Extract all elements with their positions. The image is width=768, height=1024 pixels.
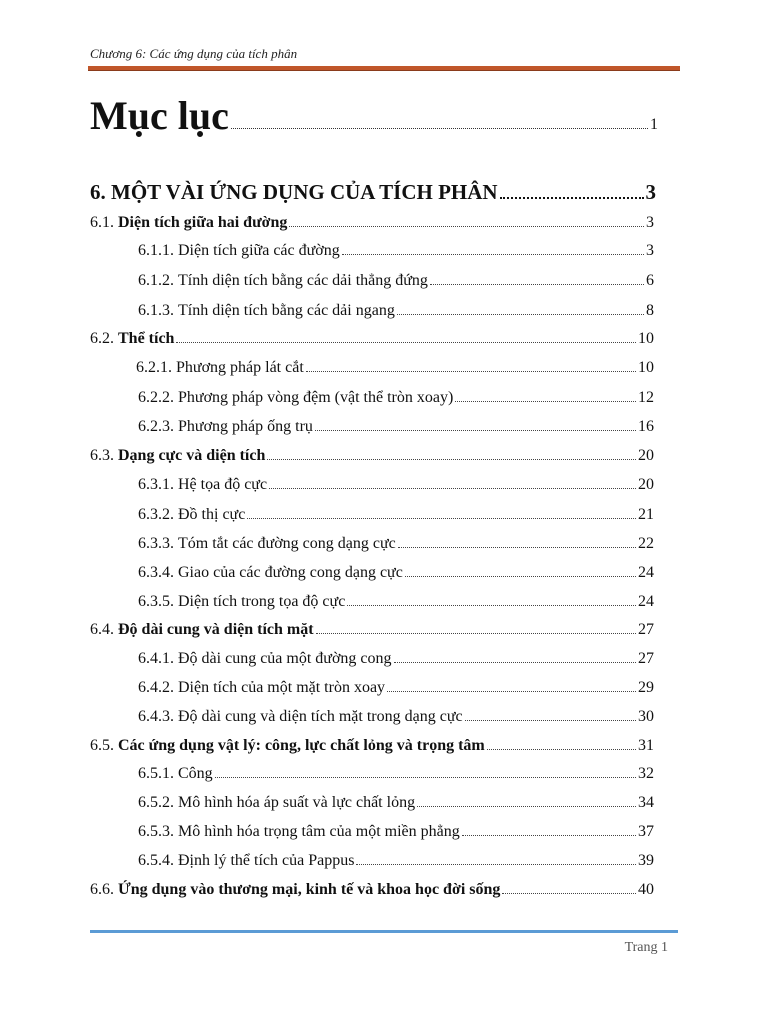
dot-leader bbox=[289, 226, 644, 227]
dot-leader bbox=[487, 749, 636, 750]
dot-leader bbox=[462, 835, 636, 836]
toc-subsection-entry[interactable] bbox=[138, 679, 654, 697]
toc-entry-label: Phương pháp vòng đệm (vật thể tròn xoay) bbox=[178, 389, 454, 406]
toc-entry-page: 3 bbox=[645, 180, 656, 204]
toc-entry-number: 6.5.4. bbox=[138, 852, 174, 869]
toc-entry-number: 6.2.3. bbox=[138, 418, 174, 435]
toc-subsection-entry[interactable] bbox=[138, 852, 654, 870]
toc-entry-number: 6.1.3. bbox=[138, 302, 174, 319]
toc-entry-number: 6.2. bbox=[90, 330, 114, 347]
page-number: Trang 1 bbox=[624, 940, 668, 955]
toc-entry-number: 6.3.5. bbox=[138, 593, 174, 610]
toc-entry-label: Diện tích giữa hai đường bbox=[118, 214, 288, 231]
dot-leader bbox=[342, 254, 644, 255]
toc-entry-number: 6.5.2. bbox=[138, 794, 174, 811]
toc-entry-page: 22 bbox=[638, 535, 654, 552]
toc-entry-number: 6.3.3. bbox=[138, 535, 174, 552]
toc-entry-number: 6.2.1. bbox=[136, 359, 172, 376]
toc-entry-page: 24 bbox=[638, 564, 654, 581]
toc-section-entry[interactable] bbox=[90, 214, 654, 232]
toc-entry-number: 6.4.1. bbox=[138, 650, 174, 667]
toc-entry-number: 6.3. bbox=[90, 447, 114, 464]
toc-entry-label: Định lý thể tích của Pappus bbox=[178, 852, 355, 869]
toc-entry-number: 6.6. bbox=[90, 881, 114, 898]
dot-leader bbox=[316, 633, 636, 634]
dot-leader bbox=[405, 576, 636, 577]
toc-subsection-entry[interactable] bbox=[138, 765, 654, 783]
toc-entry-number: 6.4.2. bbox=[138, 679, 174, 696]
toc-section-entry[interactable] bbox=[90, 737, 654, 755]
toc-subsection-entry[interactable] bbox=[138, 650, 654, 668]
toc-entry-page: 24 bbox=[638, 593, 654, 610]
toc-chapter-entry[interactable] bbox=[90, 180, 656, 205]
dot-leader bbox=[315, 430, 636, 431]
toc-entry-label: Diện tích của một mặt tròn xoay bbox=[178, 679, 386, 696]
toc-entry-number: 6.5.3. bbox=[138, 823, 174, 840]
dot-leader bbox=[176, 342, 636, 343]
toc-entry-number: 6.5. bbox=[90, 737, 114, 754]
toc-entry-label: Công bbox=[178, 765, 213, 782]
page-header-title: Chương 6: Các ứng dụng của tích phân bbox=[90, 46, 298, 61]
toc-entry-number: 6.4.3. bbox=[138, 708, 174, 725]
toc-heading-label: Mục lục bbox=[90, 93, 229, 138]
toc-entry-label: Diện tích giữa các đường bbox=[178, 242, 340, 259]
toc-entry-label: Dạng cực và diện tích bbox=[118, 447, 266, 464]
toc-section-entry[interactable] bbox=[90, 447, 654, 465]
toc-section-entry[interactable] bbox=[90, 881, 654, 899]
toc-entry-page: 31 bbox=[638, 737, 654, 754]
toc-subsection-entry[interactable] bbox=[138, 708, 654, 726]
toc-entry-page: 30 bbox=[638, 708, 654, 725]
toc-entry-page: 12 bbox=[638, 389, 654, 406]
toc-entry-label: Tóm tắt các đường cong dạng cực bbox=[178, 535, 396, 552]
toc-entry-label: Tính diện tích bằng các dải ngang bbox=[178, 302, 395, 319]
toc-entry-number: 6.3.1. bbox=[138, 476, 174, 493]
dot-leader bbox=[247, 518, 636, 519]
toc-heading-page: 1 bbox=[650, 116, 658, 133]
dot-leader bbox=[347, 605, 636, 606]
toc-entry-page: 3 bbox=[646, 214, 654, 231]
toc-subsection-entry[interactable] bbox=[138, 535, 654, 553]
toc-entry-label: Diện tích trong tọa độ cực bbox=[178, 593, 346, 610]
toc-subsection-entry[interactable] bbox=[138, 302, 654, 320]
toc-subsection-entry[interactable] bbox=[138, 418, 654, 436]
dot-leader bbox=[430, 284, 644, 285]
toc-entry-page: 16 bbox=[638, 418, 654, 435]
toc-entry-number: 6.3.2. bbox=[138, 506, 174, 523]
dot-leader bbox=[356, 864, 636, 865]
toc-entry-page: 10 bbox=[638, 359, 654, 376]
toc-entry-page: 3 bbox=[646, 242, 654, 259]
dot-leader bbox=[500, 197, 644, 199]
toc-entry-label: Độ dài cung và diện tích mặt bbox=[118, 621, 314, 638]
footer-rule bbox=[90, 930, 678, 933]
toc-entry-label: Độ dài cung và diện tích mặt trong dạng cực bbox=[178, 708, 463, 725]
toc-entry-number: 6.2.2. bbox=[138, 389, 174, 406]
toc-entry-label: Phương pháp lát cắt bbox=[176, 359, 304, 376]
toc-entry-label: Thể tích bbox=[118, 330, 175, 347]
dot-leader bbox=[502, 893, 636, 894]
dot-leader bbox=[397, 314, 644, 315]
toc-entry-number: 6.1. bbox=[90, 214, 114, 231]
toc-entry-page: 8 bbox=[646, 302, 654, 319]
toc-entry-page: 6 bbox=[646, 272, 654, 289]
toc-entry-page: 37 bbox=[638, 823, 654, 840]
toc-entry-label: Các ứng dụng vật lý: công, lực chất lỏng và trọng tâm bbox=[118, 737, 485, 754]
toc-entry-page: 27 bbox=[638, 650, 654, 667]
toc-subsection-entry[interactable] bbox=[136, 359, 654, 377]
toc-entry-label: Mô hình hóa trọng tâm của một miền phẳng bbox=[178, 823, 460, 840]
toc-entry-label: Giao của các đường cong dạng cực bbox=[178, 564, 403, 581]
toc-subsection-entry[interactable] bbox=[138, 794, 654, 812]
toc-entry-label: 6. MỘT VÀI ỨNG DỤNG CỦA TÍCH PHÂN bbox=[90, 180, 498, 204]
dot-leader bbox=[455, 401, 636, 402]
toc-subsection-entry[interactable] bbox=[138, 476, 654, 494]
toc-entry-number: 6.1.2. bbox=[138, 272, 174, 289]
dot-leader bbox=[398, 547, 636, 548]
toc-entry-number: 6.1.1. bbox=[138, 242, 174, 259]
toc-entry-page: 27 bbox=[638, 621, 654, 638]
toc-section-entry[interactable] bbox=[90, 621, 654, 639]
toc-subsection-entry[interactable] bbox=[138, 506, 654, 524]
toc-subsection-entry[interactable] bbox=[138, 389, 654, 407]
toc-entry-label: Tính diện tích bằng các dải thẳng đứng bbox=[178, 272, 428, 289]
dot-leader bbox=[387, 691, 636, 692]
toc-entry-label: Hệ tọa độ cực bbox=[178, 476, 268, 493]
toc-subsection-entry[interactable] bbox=[138, 593, 654, 611]
toc-entry-number: 6.4. bbox=[90, 621, 114, 638]
toc-entry-label: Phương pháp ống trụ bbox=[178, 418, 313, 435]
dot-leader bbox=[394, 662, 636, 663]
toc-entry-page: 34 bbox=[638, 794, 654, 811]
toc-entry-label: Ứng dụng vào thương mại, kinh tế và khoa học đời sống bbox=[118, 881, 501, 898]
toc-entry-number: 6.3.4. bbox=[138, 564, 174, 581]
dot-leader bbox=[306, 371, 636, 372]
dot-leader bbox=[215, 777, 636, 778]
toc-entry-page: 20 bbox=[638, 476, 654, 493]
toc-entry-label: Đồ thị cực bbox=[178, 506, 246, 523]
toc-entry-label: Độ dài cung của một đường cong bbox=[178, 650, 392, 667]
toc-subsection-entry[interactable] bbox=[138, 823, 654, 841]
toc-subsection-entry[interactable] bbox=[138, 242, 654, 260]
toc-section-entry[interactable] bbox=[90, 330, 654, 348]
toc-entry-page: 32 bbox=[638, 765, 654, 782]
toc-entry-number: 6.5.1. bbox=[138, 765, 174, 782]
dot-leader bbox=[269, 488, 636, 489]
toc-entry-label: Mô hình hóa áp suất và lực chất lỏng bbox=[178, 794, 416, 811]
toc-entry-page: 10 bbox=[638, 330, 654, 347]
toc-entry-page: 20 bbox=[638, 447, 654, 464]
dot-leader bbox=[417, 806, 636, 807]
toc-subsection-entry[interactable] bbox=[138, 564, 654, 582]
dot-leader bbox=[465, 720, 636, 721]
toc-subsection-entry[interactable] bbox=[138, 272, 654, 290]
toc-entry-page: 40 bbox=[638, 881, 654, 898]
toc-entry-page: 39 bbox=[638, 852, 654, 869]
toc-entry-page: 29 bbox=[638, 679, 654, 696]
dot-leader bbox=[267, 459, 636, 460]
toc-entry-page: 21 bbox=[638, 506, 654, 523]
